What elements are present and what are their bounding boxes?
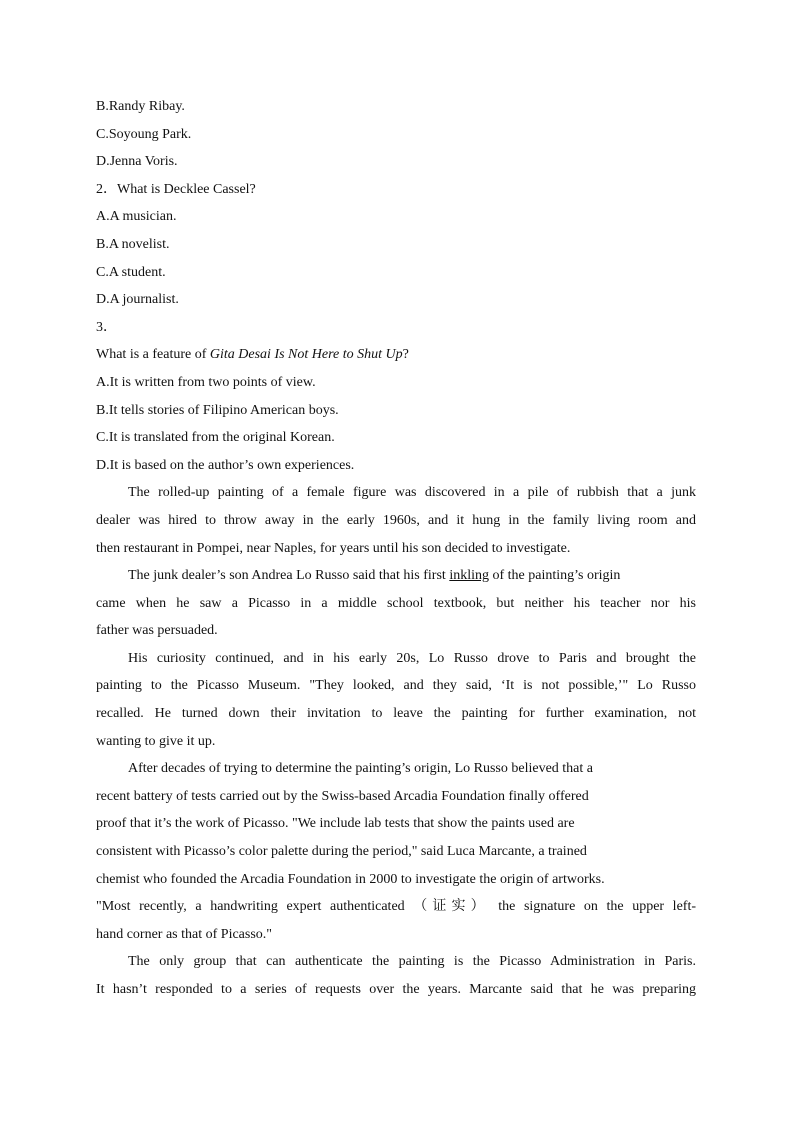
q2-option-d: D.A journalist. [96, 292, 179, 308]
q1-option-b: B.Randy Ribay. [96, 99, 185, 114]
page-content [96, 93, 696, 1004]
paragraph-line: After decades of trying to determine the painting’s origin, Lo Russo believed that a [128, 761, 593, 777]
paragraph-line: consistent with Picasso’s color palette during the period," said Luca Marcante, a trained [96, 844, 587, 860]
paragraph-line: recalled. He turned down their invitation to leave the painting for further examination, not [96, 706, 696, 722]
paragraph-line: recent battery of tests carried out by the Swiss-based Arcadia Foundation finally offered [96, 788, 589, 804]
passage-paragraph-4 [96, 755, 696, 948]
paragraph-line: father was persuaded. [96, 623, 218, 639]
q3-stem-book-title: Gita Desai Is Not Here to Shut Up [209, 347, 403, 363]
q3-stem [96, 341, 696, 369]
q1-option-d: D.Jenna Voris. [96, 154, 178, 170]
q3-option-c: C.It is translated from the original Korean. [96, 430, 335, 446]
paragraph-line: then restaurant in Pompei, near Naples, for years until his son decided to investigate. [96, 540, 571, 556]
paragraph-text: The junk dealer’s son Andrea Lo Russo said that his first [128, 568, 450, 584]
paragraph-line: painting to the Picasso Museum. "They looked, and they said, ‘It is not possible,’" Lo Russo [96, 678, 696, 694]
paragraph-line: hand corner as that of Picasso." [96, 926, 272, 942]
passage-paragraph-5 [96, 948, 696, 1003]
passage-paragraph-2 [96, 562, 696, 645]
q2-option-c: C.A student. [96, 264, 166, 280]
paragraph-line: It hasn’t responded to a series of requests over the years. Marcante said that he was preparing [96, 982, 696, 997]
paragraph-line [96, 562, 696, 590]
paragraph-text: of the painting’s origin [488, 568, 621, 584]
paragraph-line: dealer was hired to throw away in the early 1960s, and it hung in the family living room and [96, 512, 696, 528]
q3-option-b: B.It tells stories of Filipino American boys. [96, 402, 339, 418]
paragraph-line: The rolled-up painting of a female figure was discovered in a pile of rubbish that a junk [128, 485, 696, 501]
q2-stem: 2．What is Decklee Cassel? [96, 181, 256, 197]
passage-paragraph-3 [96, 645, 696, 755]
q3-option-d: D.It is based on the author’s own experiences. [96, 457, 355, 473]
paragraph-line: "Most recently, a handwriting expert authenticated （证实） the signature on the upper left- [96, 899, 696, 915]
underlined-word-inkling: inkling [449, 568, 489, 584]
q2-option-b: B.A novelist. [96, 236, 170, 252]
q2-option-a: A.A musician. [96, 209, 177, 225]
q3-number: 3． [96, 319, 117, 335]
paragraph-line: came when he saw a Picasso in a middle school textbook, but neither his teacher nor his [96, 595, 696, 611]
q3-option-a: A.It is written from two points of view. [96, 374, 316, 390]
q1-option-c: C.Soyoung Park. [96, 126, 192, 142]
paragraph-line: The only group that can authenticate the painting is the Picasso Administration in Paris. [128, 954, 696, 970]
paragraph-line: proof that it’s the work of Picasso. "We include lab tests that show the paints used are [96, 816, 575, 832]
q3-stem-after: ? [402, 347, 409, 363]
paragraph-line: chemist who founded the Arcadia Foundation in 2000 to investigate the origin of artworks. [96, 871, 605, 887]
paragraph-line: His curiosity continued, and in his early 20s, Lo Russo drove to Paris and brought the [128, 650, 696, 666]
q3-stem-before: What is a feature of [96, 347, 210, 363]
paragraph-line: wanting to give it up. [96, 733, 216, 749]
passage-paragraph-1 [96, 479, 696, 562]
